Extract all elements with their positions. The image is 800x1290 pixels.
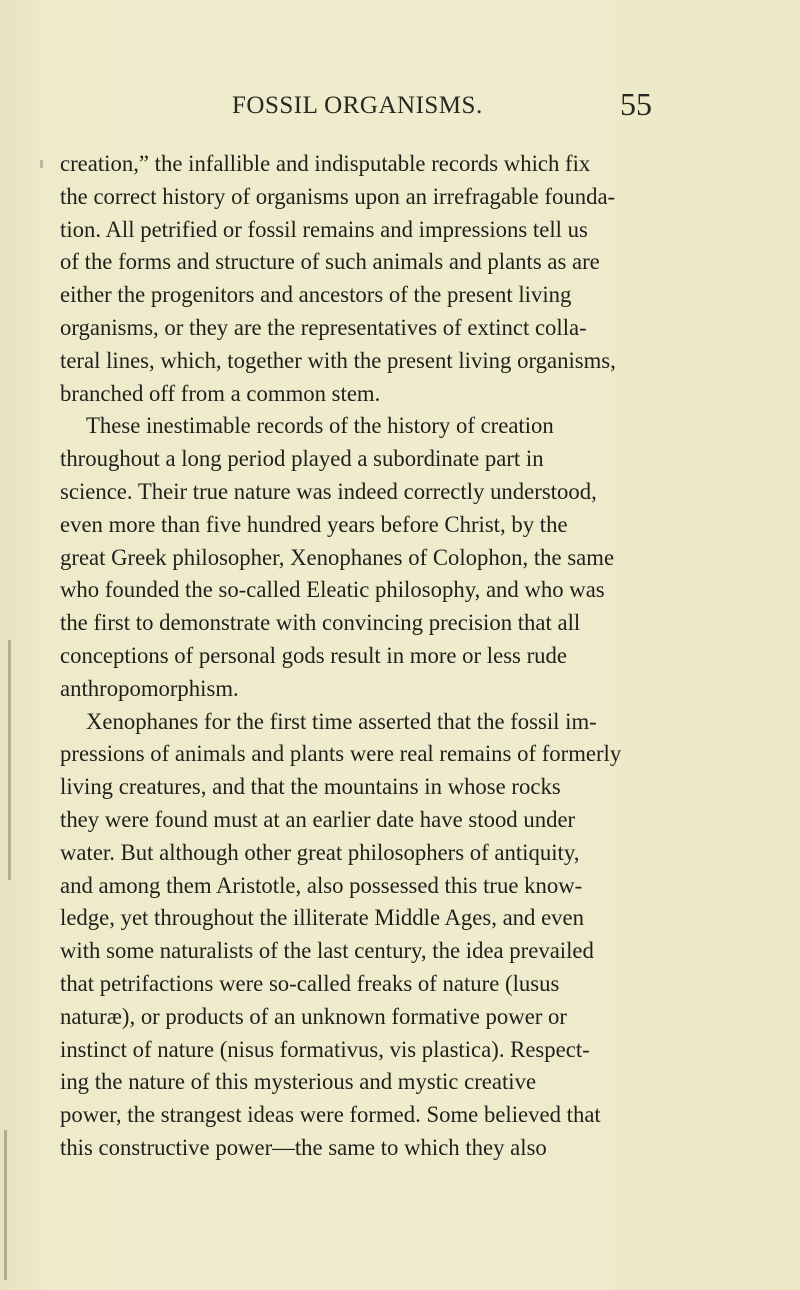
text-line: living creatures, and that the mountains in whose rocks (60, 774, 561, 800)
text-line: pressions of animals and plants were real remains of formerly (60, 741, 622, 767)
text-line: throughout a long period played a subordinate part in (60, 446, 544, 472)
text-line: of the forms and structure of such animals and plants as are (60, 249, 600, 275)
paragraph-start-line: Xenophanes for the first time asserted that the fossil im- (86, 708, 597, 734)
text-line: ing the nature of this mysterious and mystic creative (60, 1069, 537, 1095)
text-line: with some naturalists of the last century, the idea prevailed (60, 938, 594, 964)
text-line: instinct of nature (nisus formativus, vis plastica). Respect- (60, 1036, 590, 1062)
text-line: teral lines, which, together with the present living organisms, (60, 347, 616, 373)
text-line: power, the strangest ideas were formed. Some believed that (60, 1102, 601, 1128)
body-text (60, 148, 800, 1165)
text-line: this constructive power—the same to which they also (60, 1134, 547, 1160)
text-line: science. Their true nature was indeed correctly understood, (60, 478, 597, 504)
text-line: water. But although other great philosophers of antiquity, (60, 839, 580, 865)
running-head: FOSSIL ORGANISMS. (232, 92, 483, 119)
text-line: creation,” the infallible and indisputable records which fix (60, 151, 591, 176)
text-line: and among them Aristotle, also possessed this true know- (60, 872, 583, 898)
text-line: organisms, or they are the representatives of extinct colla- (60, 314, 587, 340)
page-edge-shadow-lower (4, 1130, 7, 1280)
paragraph-start-line: These inestimable records of the history of creation (86, 413, 554, 439)
page-edge-shadow (8, 640, 11, 880)
text-line: tion. All petrified or fossil remains and impressions tell us (60, 216, 588, 242)
text-line: conceptions of personal gods result in more or less rude (60, 642, 567, 668)
text-line: that petrifactions were so-called freaks of nature (lusus (60, 970, 560, 996)
text-line: who founded the so-called Eleatic philosophy, and who was (60, 577, 605, 603)
text-line: great Greek philosopher, Xenophanes of Colophon, the same (60, 544, 615, 570)
text-line: they were found must at an earlier date have stood under (60, 806, 576, 832)
text-line: anthropomorphism. (60, 675, 239, 701)
text-line: naturæ), or products of an unknown formative power or (60, 1003, 567, 1029)
margin-mark (40, 160, 43, 168)
text-line: branched off from a common stem. (60, 380, 381, 406)
text-line: either the progenitors and ancestors of the present living (60, 282, 572, 308)
page-number: 55 (620, 86, 652, 122)
page-header (0, 86, 800, 132)
text-line: ledge, yet throughout the illiterate Middle Ages, and even (60, 905, 585, 931)
text-line: the first to demonstrate with convincing precision that all (60, 610, 581, 636)
text-line: even more than five hundred years before Christ, by the (60, 511, 568, 537)
text-line: the correct history of organisms upon an irrefragable founda- (60, 183, 616, 209)
